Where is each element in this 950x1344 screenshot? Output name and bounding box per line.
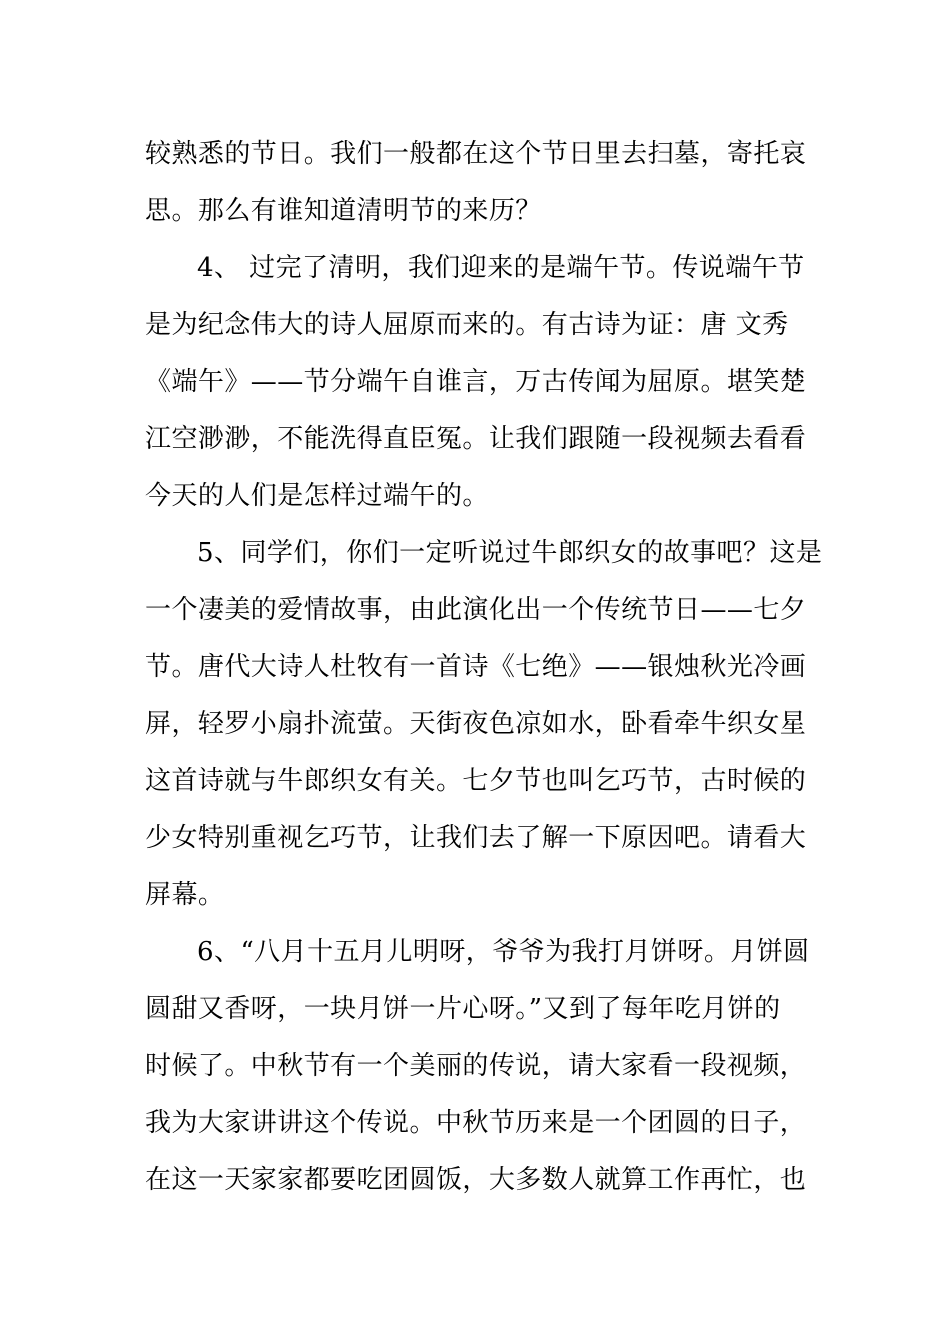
- text-line: 较熟悉的节日。我们一般都在这个节日里去扫墓，寄托哀: [145, 139, 807, 169]
- text-line: 时候了。中秋节有一个美丽的传说，请大家看一段视频，: [145, 1051, 807, 1081]
- text-line: 江空渺渺，不能洗得直臣冤。让我们跟随一段视频去看看: [145, 424, 807, 454]
- text-line: 屏幕。: [145, 880, 225, 910]
- text-line: 圆甜又香呀，一块月饼一片心呀。”又到了每年吃月饼的: [145, 994, 781, 1024]
- text-line: 这首诗就与牛郎织女有关。七夕节也叫乞巧节，古时候的: [145, 766, 807, 796]
- text-line: 在这一天家家都要吃团圆饭，大多数人就算工作再忙，也: [145, 1165, 807, 1195]
- text-line: 我为大家讲讲这个传说。中秋节历来是一个团圆的日子，: [145, 1108, 807, 1138]
- text-line: 一个凄美的爱情故事，由此演化出一个传统节日——七夕: [145, 595, 807, 625]
- text-line: 是为纪念伟大的诗人屈原而来的。有古诗为证：唐 文秀: [145, 310, 789, 340]
- text-line: 6、“八月十五月儿明呀，爷爷为我打月饼呀。月饼圆: [197, 937, 810, 967]
- text-line: 今天的人们是怎样过端午的。: [145, 481, 489, 511]
- text-line: 4、 过完了清明，我们迎来的是端午节。传说端午节: [197, 253, 805, 283]
- text-line: 节。唐代大诗人杜牧有一首诗《七绝》——银烛秋光冷画: [145, 652, 807, 682]
- text-line: 思。那么有谁知道清明节的来历？: [145, 196, 542, 226]
- text-line: 少女特别重视乞巧节，让我们去了解一下原因吧。请看大: [145, 823, 807, 853]
- text-line: 屏，轻罗小扇扑流萤。天街夜色凉如水，卧看牵牛织女星: [145, 709, 807, 739]
- text-line: 《端午》——节分端午自谁言，万古传闻为屈原。堪笑楚: [145, 367, 807, 397]
- text-line: 5、同学们，你们一定听说过牛郎织女的故事吧？这是: [197, 538, 823, 568]
